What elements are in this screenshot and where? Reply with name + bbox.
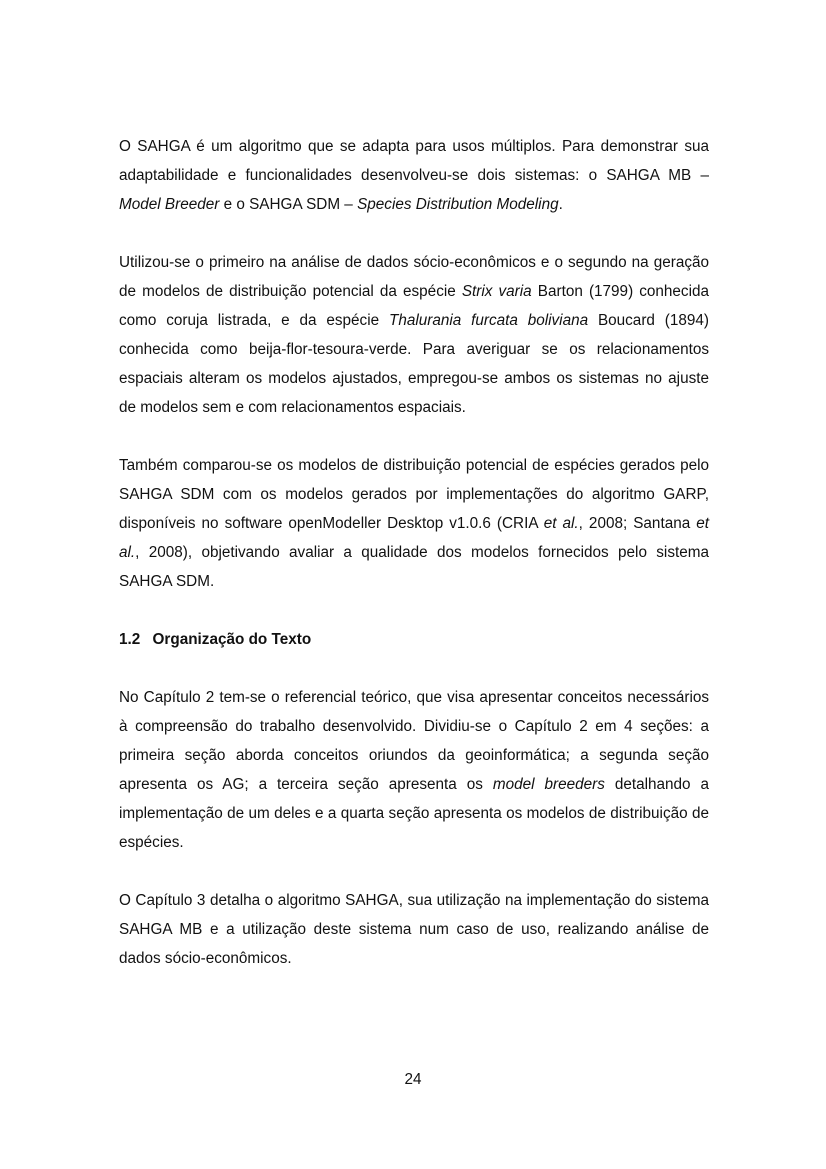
text-run: Também comparou-se os modelos de distribuição potencial de espécies gerados pelo SAHGA SDM com os modelos gerados por implementações do algoritmo GARP, disponíveis no software openModeller Desktop v1.0.6 (CRIA [119,457,709,532]
text-run: , 2008), objetivando avaliar a qualidade dos modelos fornecidos pelo sistema SAHGA SDM. [119,544,709,590]
text-run: Utilizou-se o primeiro na análise de dados sócio-econômicos e o segundo na geração de modelos de distribuição potencial da espécie [119,254,709,300]
italic-text-run: et al. [119,515,709,561]
document-body [119,132,709,973]
text-run: , 2008; Santana [578,515,697,532]
italic-text-run: et al. [543,515,579,532]
text-run: O SAHGA é um algoritmo que se adapta para usos múltiplos. Para demonstrar sua adaptabilidade e funcionalidades desenvolveu-se dois sistemas: o SAHGA MB – [119,138,709,184]
text-run: Boucard (1894) conhecida como beija-flor-tesoura-verde. Para averiguar se os relacionamentos espaciais alteram os modelos ajustados, empregou-se ambos os sistemas no ajuste de modelos sem e com relacionamentos espaciais. [119,312,709,416]
text-run: e o SAHGA SDM – [219,196,358,213]
italic-text-run: Model Breeder [119,196,220,213]
italic-text-run: model breeders [492,776,605,793]
italic-text-run: Strix varia [461,283,532,300]
text-run: . [558,196,563,213]
section-title: Organização do Texto [152,631,312,648]
page-number: 24 [404,1071,422,1088]
section-number: 1.2 [119,631,141,648]
paragraph-chapter-2 [119,683,709,857]
paragraph-sahga-intro [119,132,709,219]
text-run: Barton (1799) conhecida como coruja listrada, e da espécie [119,283,709,329]
italic-text-run: Species Distribution Modeling [357,196,559,213]
paragraph-chapter-3 [119,886,709,973]
italic-text-run: Thalurania furcata boliviana [388,312,589,329]
text-run: O Capítulo 3 detalha o algoritmo SAHGA, sua utilização na implementação do sistema SAHGA MB e a utilização deste sistema num caso de uso, realizando análise de dados sócio-econômicos. [119,892,709,967]
text-run: No Capítulo 2 tem-se o referencial teórico, que visa apresentar conceitos necessários à compreensão do trabalho desenvolvido. Dividiu-se o Capítulo 2 em 4 seções: a primeira seção aborda conceitos oriundos da geoinformática; a segunda seção apresenta os AG; a terceira seção apresenta os [119,689,709,793]
paragraph-usage [119,248,709,422]
text-run: detalhando a implementação de um deles e a quarta seção apresenta os modelos de distribuição de espécies. [119,776,709,851]
paragraph-comparison [119,451,709,596]
section-heading [119,625,709,654]
